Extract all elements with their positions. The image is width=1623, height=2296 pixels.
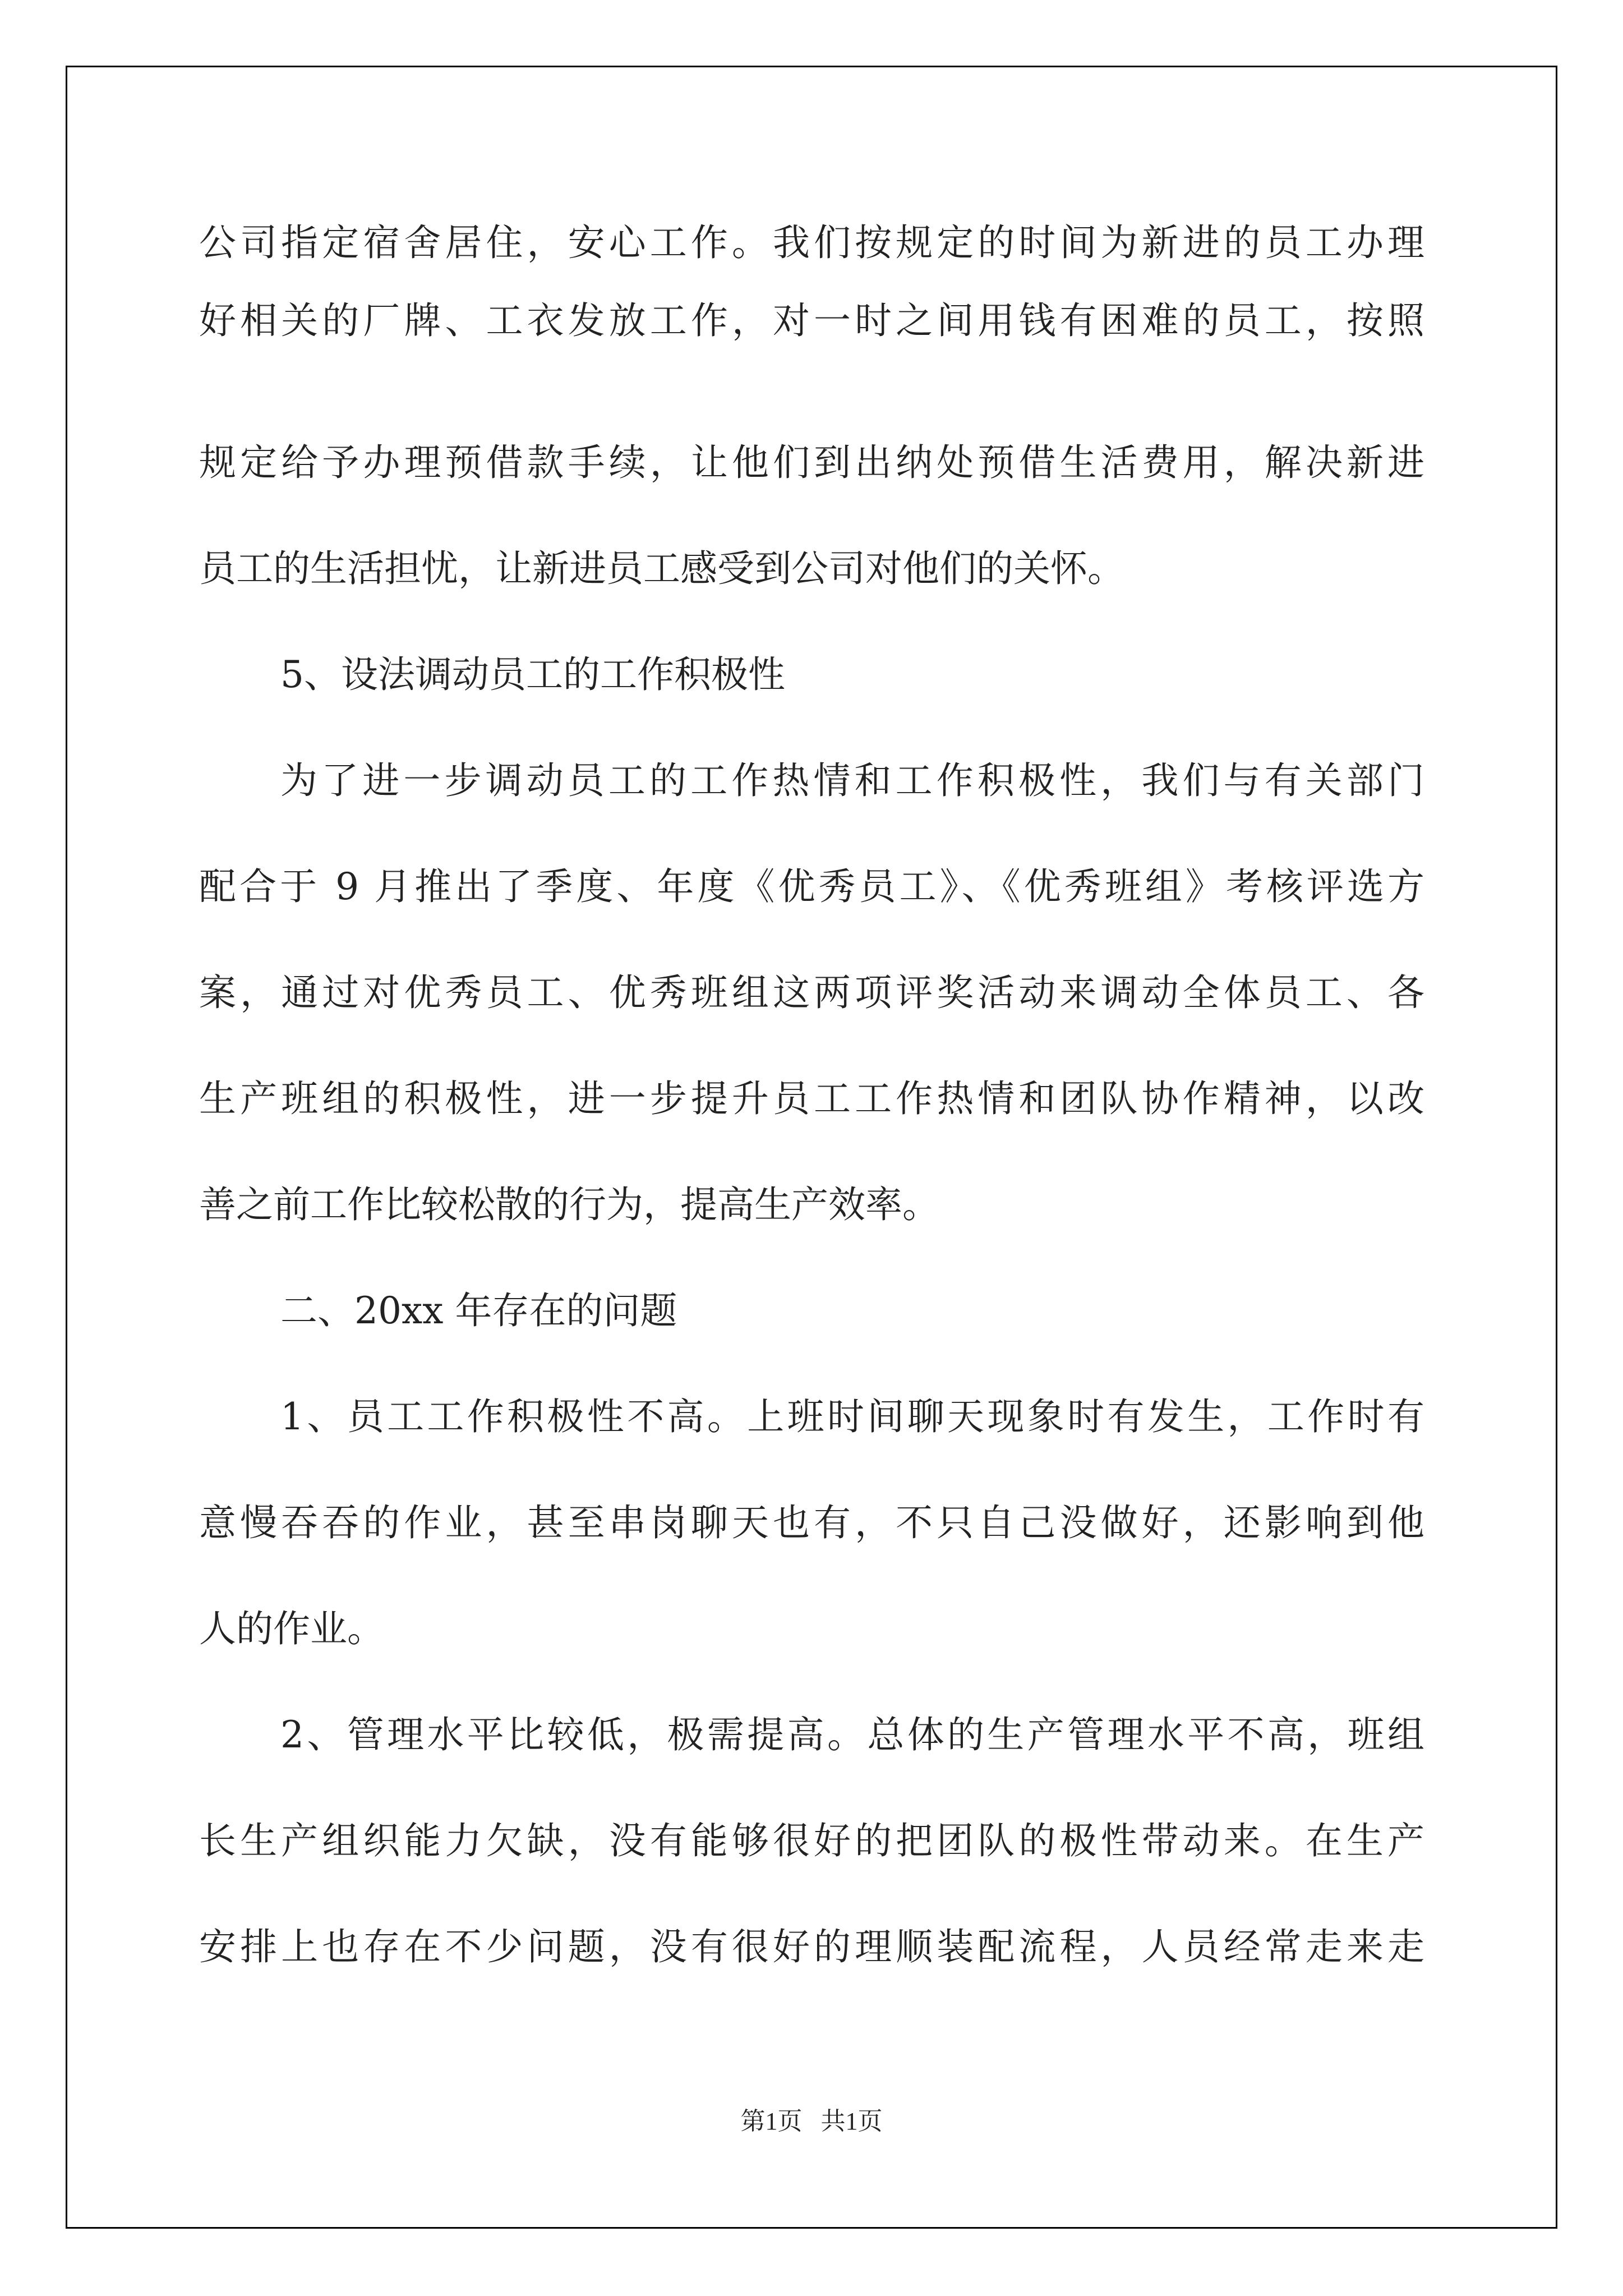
body-line: 生产班组的积极性，进一步提升员工工作热情和团队协作精神，以改 — [199, 1077, 1424, 1120]
body-line: 2、管理水平比较低，极需提高。总体的生产管理水平不高，班组 — [280, 1713, 1424, 1756]
page-footer: 第1页 共1页 — [740, 2108, 883, 2135]
body-line: 员工的生活担忧，让新进员工感受到公司对他们的关怀。 — [199, 547, 1124, 590]
body-line: 为了进一步调动员工的工作热情和工作积极性，我们与有关部门 — [280, 759, 1424, 802]
page-border — [66, 66, 1557, 2229]
body-line: 好相关的厂牌、工衣发放工作，对一时之间用钱有困难的员工，按照 — [199, 299, 1424, 342]
body-line: 配合于 9 月推出了季度、年度《优秀员工》、《优秀班组》考核评选方 — [199, 865, 1424, 908]
body-line: 案，通过对优秀员工、优秀班组这两项评奖活动来调动全体员工、各 — [199, 971, 1424, 1014]
body-line: 意慢吞吞的作业，甚至串岗聊天也有，不只自己没做好，还影响到他 — [199, 1501, 1424, 1544]
body-line: 安排上也存在不少问题，没有很好的理顺装配流程，人员经常走来走 — [199, 1925, 1424, 1968]
body-line: 善之前工作比较松散的行为，提高生产效率。 — [199, 1183, 939, 1226]
section-heading: 二、20xx 年存在的问题 — [280, 1289, 677, 1332]
body-line: 长生产组织能力欠缺，没有能够很好的把团队的极性带动来。在生产 — [199, 1819, 1424, 1862]
body-line: 1、员工工作积极性不高。上班时间聊天现象时有发生，工作时有 — [280, 1395, 1424, 1438]
section-heading: 5、设法调动员工的工作积极性 — [280, 653, 785, 696]
body-line: 公司指定宿舍居住，安心工作。我们按规定的时间为新进的员工办理 — [199, 221, 1424, 264]
body-line: 人的作业。 — [199, 1607, 384, 1650]
body-line: 规定给予办理预借款手续，让他们到出纳处预借生活费用，解决新进 — [199, 441, 1424, 484]
